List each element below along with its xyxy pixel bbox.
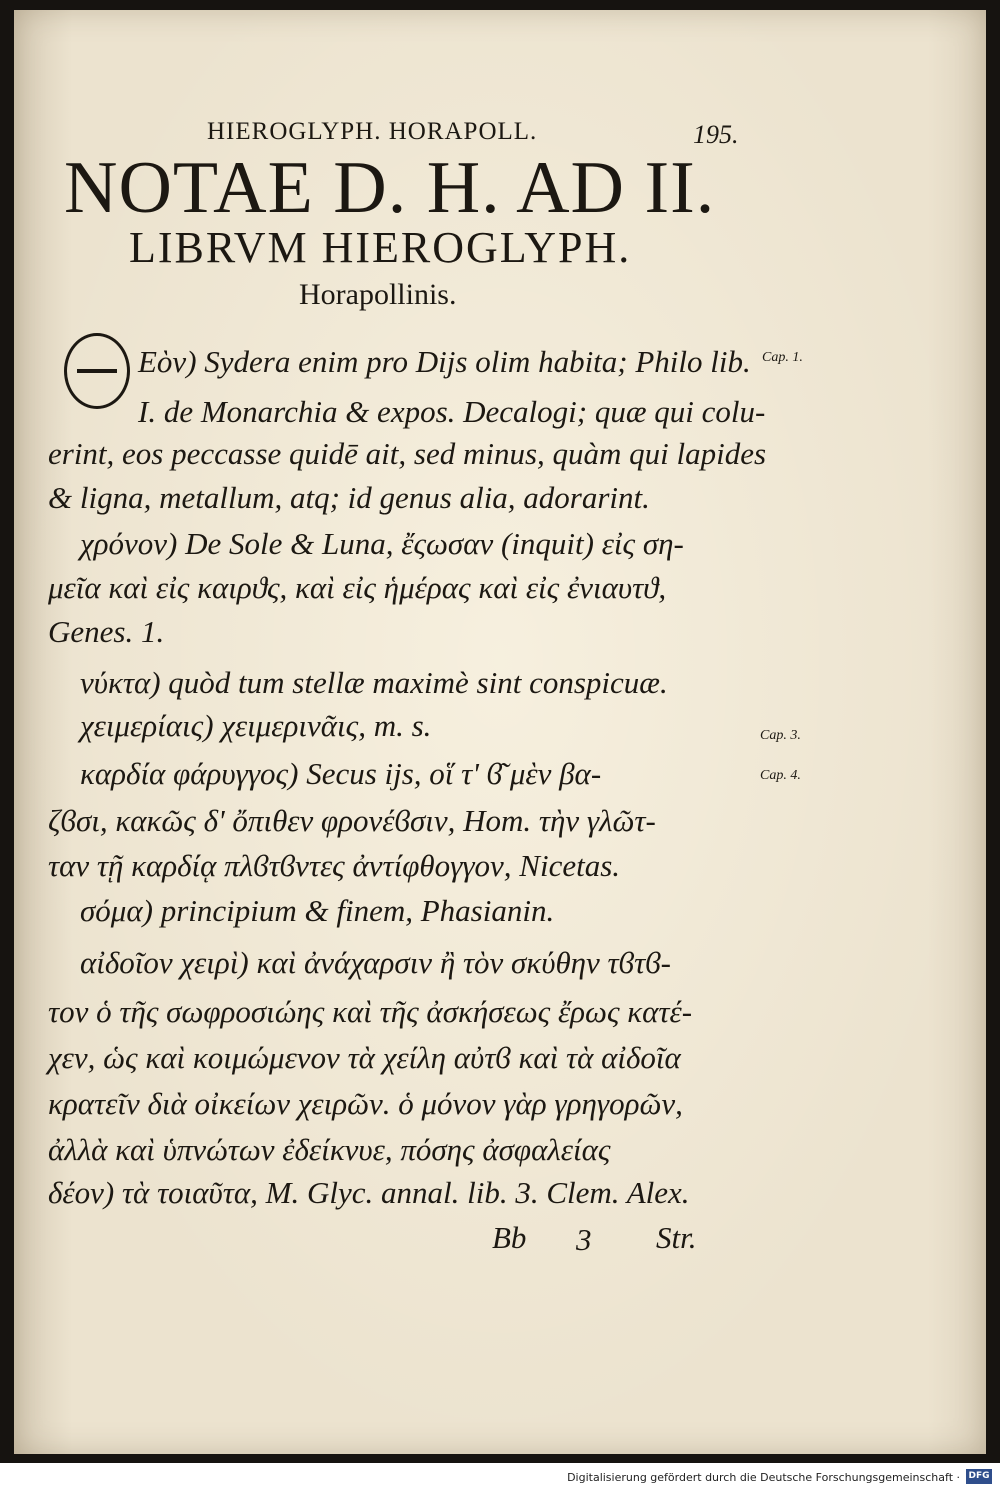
margin-note: Cap. 1.: [762, 350, 803, 365]
text-line: ἀλλὰ καὶ ὑπνώτων ἐδείκνυε, πόσης ἀσφαλείας: [48, 1132, 611, 1167]
text-line: Genes. 1.: [48, 614, 165, 649]
text-line: μεῖα καὶ εἰς καιρϑς, καὶ εἰς ἡμέρας καὶ εἰς ἐνιαυτϑ,: [48, 570, 667, 605]
text-line: χειμερίαις) χειμερινᾶις, m. s.: [80, 708, 432, 743]
text-line: I. de Monarchia & expos. Decalogi; quæ qui colu-: [138, 394, 766, 429]
theta-dropcap-icon: [64, 333, 130, 409]
text-line: τον ὁ τῆς σωφροσιώης καὶ τῆς ἀσκήσεως ἔρως κατέ-: [48, 994, 693, 1029]
text-line: erint, eos peccasse quidē ait, sed minus, quàm qui lapides: [48, 436, 767, 471]
text-line: σόμα) principium & finem, Phasianin.: [80, 893, 555, 928]
text-line: ζϐσι, κακῶς δ' ὄπιθεν φρονέϐσιν, Hom. τὴν γλῶτ-: [48, 803, 656, 838]
page-number: 195.: [693, 120, 739, 149]
text-line: νύκτα) quòd tum stellæ maximè sint conspicuæ.: [80, 665, 668, 700]
book-page: [14, 10, 986, 1454]
text-line: Εὸν) Sydera enim pro Dijs olim habita; Philo lib.: [138, 344, 751, 379]
text-line: δέον) τὰ τοιαῦτα, M. Glyc. annal. lib. 3. Clem. Alex.: [48, 1175, 690, 1210]
catchword: Str.: [656, 1220, 697, 1255]
margin-note: Cap. 3.: [760, 728, 801, 743]
title-line-2: LIBRVM HIEROGLYPH.: [129, 223, 632, 272]
text-line: κρατεῖν διὰ οἰκείων χειρῶν. ὁ μόνον γὰρ γρηγορῶν,: [48, 1086, 683, 1121]
text-line: χεν, ὡς καὶ κοιμώμενον τὰ χείλη αὐτϐ καὶ τὰ αἰδοῖα: [48, 1040, 681, 1075]
footer-bar: [0, 1463, 1000, 1493]
margin-note: Cap. 4.: [760, 768, 801, 783]
title-line-3: Horapollinis.: [299, 278, 457, 311]
running-head: HIEROGLYPH. HORAPOLL.: [207, 118, 538, 145]
text-line: & ligna, metallum, atq; id genus alia, adorarint.: [48, 480, 650, 515]
text-line: αἰδοῖον χειρὶ) καὶ ἀνάχαρσιν ἢ τὸν σκύθην τϐτϐ-: [80, 945, 671, 980]
signature-mark: Bb: [492, 1220, 527, 1255]
funding-credit: Digitalisierung gefördert durch die Deutsche Forschungsgemeinschaft ·: [567, 1471, 960, 1484]
text-line: ταν τῇ καρδίᾳ πλϐτϐντες ἀντίφθογγον, Nicetas.: [48, 848, 621, 883]
signature-number: 3: [576, 1222, 592, 1257]
text-line: χρόνον) De Sole & Luna, ἔςωσαν (inquit) εἰς ση-: [80, 526, 684, 561]
text-line: καρδία φάρυγγος) Secus ijs, οἵ τ' ϐ͂ μὲν βα-: [80, 756, 602, 791]
title-line-1: NOTAE D. H. AD II.: [64, 147, 716, 229]
dfg-logo-icon: DFG: [966, 1469, 992, 1484]
